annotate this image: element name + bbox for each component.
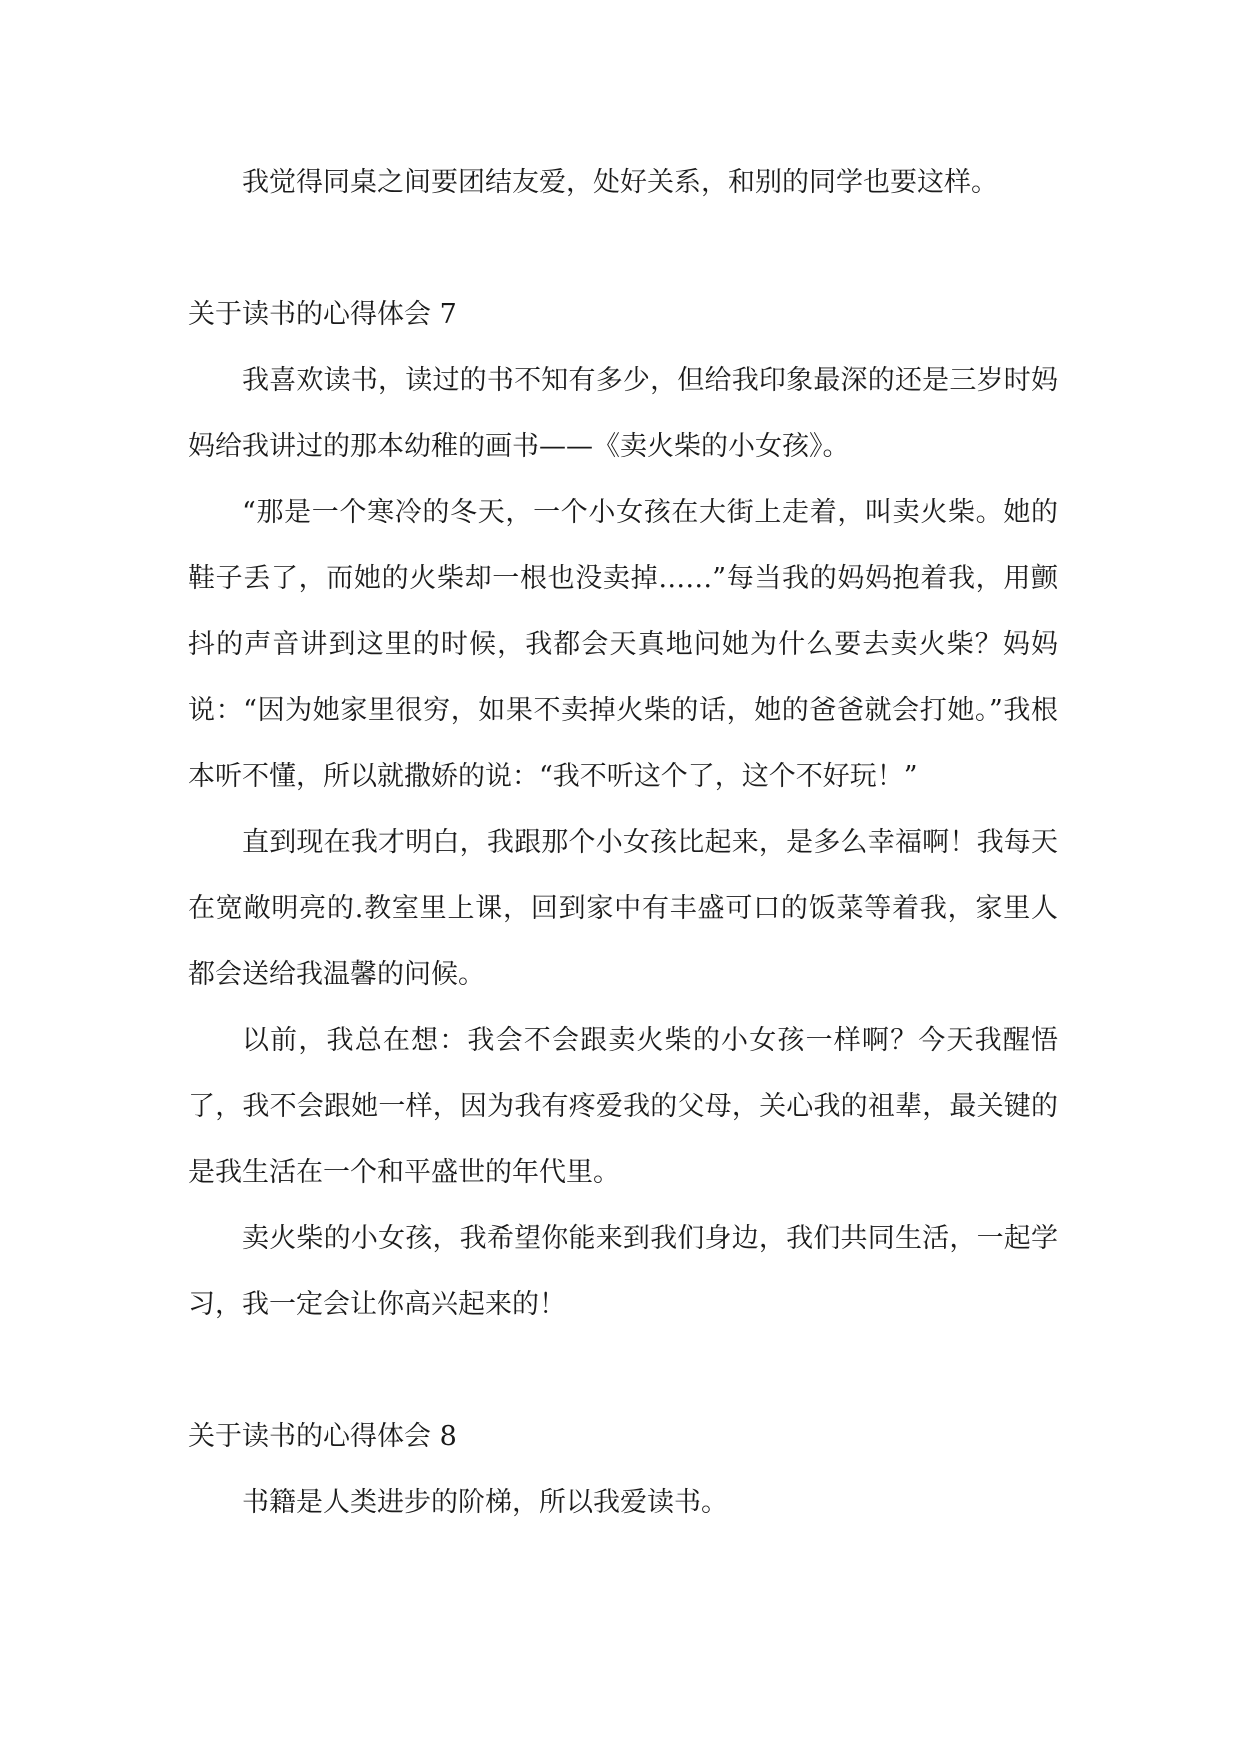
section-gap: [188, 1338, 1058, 1404]
document-body: [188, 150, 1058, 1536]
paragraph-intro-8: 书籍是人类进步的阶梯，所以我爱读书。: [242, 1487, 728, 1518]
paragraph-intro-7: 我喜欢读书，读过的书不知有多少，但给我印象最深的还是三岁时妈妈给我讲过的那本幼稚的画书——《卖火柴的小女孩》。: [188, 365, 1058, 462]
section-gap: [188, 216, 1058, 282]
paragraph-story: “那是一个寒冷的冬天，一个小女孩在大街上走着，叫卖火柴。她的鞋子丢了，而她的火柴却一根也没卖掉……”每当我的妈妈抱着我，用颤抖的声音讲到这里的时候，我都会天真地问她为什么要去卖火柴？妈妈说：“因为她家里很穷，如果不卖掉火柴的话，她的爸爸就会打她。”我根本听不懂，所以就撒娇的说：“我不听这个了，这个不好玩！”: [188, 497, 1058, 792]
paragraph-wish: 卖火柴的小女孩，我希望你能来到我们身边，我们共同生活，一起学习，我一定会让你高兴起来的！: [188, 1223, 1058, 1320]
paragraph-reflection: 以前，我总在想：我会不会跟卖火柴的小女孩一样啊？今天我醒悟了，我不会跟她一样，因为我有疼爱我的父母，关心我的祖辈，最关键的是我生活在一个和平盛世的年代里。: [188, 1025, 1058, 1188]
paragraph-classmates: 我觉得同桌之间要团结友爱，处好关系，和别的同学也要这样。: [242, 167, 998, 198]
section-heading-7: 关于读书的心得体会 7: [188, 299, 457, 330]
section-heading-8: 关于读书的心得体会 8: [188, 1421, 457, 1452]
paragraph-realization: 直到现在我才明白，我跟那个小女孩比起来，是多么幸福啊！我每天在宽敞明亮的.教室里上课，回到家中有丰盛可口的饭菜等着我，家里人都会送给我温馨的问候。: [188, 827, 1058, 990]
